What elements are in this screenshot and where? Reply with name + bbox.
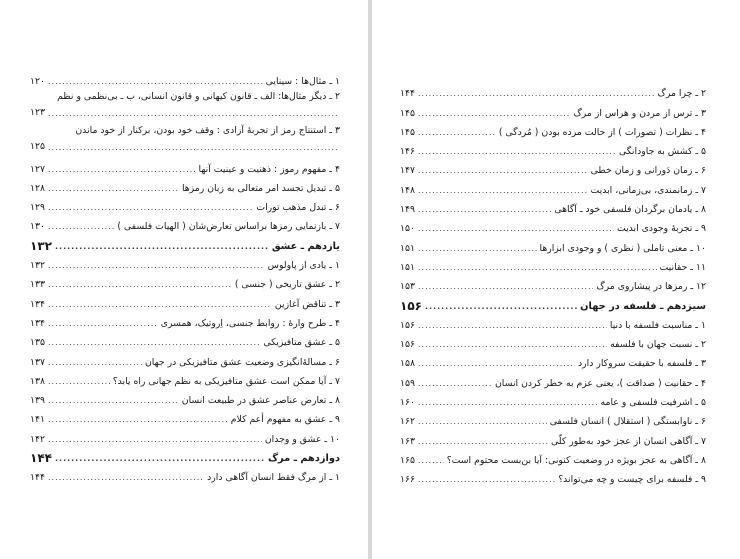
toc-entry [30,123,340,157]
toc-entry-title: ۶ ـ مسالهٔ‌انگیزی وضعیت عشق متافیزیکی در جهان [144,356,340,368]
toc-entry-title: یازدهم ـ عشق [271,240,340,252]
toc-entry [400,410,706,429]
table-of-contents-right [400,82,706,487]
toc-entry-title: ۱۰ ـ معنی تاملی ( نظری ) و وجودی ابزارها [539,242,706,254]
toc-entry-title: ۶ ـ تبدل مذهب تورات [256,202,340,214]
toc-entry [400,140,706,159]
toc-entry [30,215,340,234]
toc-entry [30,408,340,427]
table-of-contents-left [30,70,340,485]
toc-entry-title: ۱ ـ از مرگ فقط انسان آگاهی دارد [207,472,340,484]
toc-dot-leader [48,181,179,196]
toc-page-number: ۱۵۶ [400,319,415,331]
toc-entry-title: ۱ ـ یادی از پاولوس [267,260,340,272]
toc-entry [400,198,706,217]
toc-entry [400,371,706,390]
toc-entry [400,314,706,333]
toc-page-number: ۱۳۳ [30,279,45,291]
toc-dot-leader [48,258,265,273]
toc-dot-leader [48,74,263,89]
toc-entry-title: ۱۲ ـ رمزها در پیشاروی مرگ [596,281,706,293]
toc-entry-title: ۳ ـ استنتاج رمز از تجربهٔ آزادی : وقف خود بودن، برکنار از خود ماندن [75,125,340,137]
toc-entry-title: ۱۱ ـ حقانیت [659,261,706,273]
toc-page-number: ۱۳۲ [30,238,52,253]
toc-page-number: ۱۳۹ [30,395,45,407]
toc-entry-title: ۵ ـ عشق متافیزیکی [263,337,340,349]
toc-dot-leader [418,414,547,429]
toc-dot-leader [418,183,588,198]
toc-entry [400,275,706,294]
toc-page-number: ۱۴۷ [400,165,415,177]
toc-dot-leader [418,260,657,275]
toc-section-heading [400,294,706,313]
toc-dot-leader [48,277,232,292]
toc-dot-leader [425,299,577,314]
toc-entry-title: ۱ ـ مثال‌ها : سینایی [265,76,340,88]
toc-page-number: ۱۴۲ [30,433,45,445]
toc-dot-leader [418,337,607,352]
toc-entry [400,101,706,120]
toc-entry-title: ۹ ـ فلسفه برای چیست و چه می‌تواند؟ [558,474,706,486]
toc-entry-title: ۲ ـ چرا مرگ [657,88,706,100]
toc-entry [30,331,340,350]
toc-entry-title: ۶ ـ زمان دَورانی و زمان خطی [590,165,706,177]
toc-page-number: ۱۵۳ [400,281,415,293]
toc-page-number: ۱۴۶ [400,146,415,158]
toc-entry-title: ۳ ـ فلسفه با حقیقت سروکار دارد [578,358,706,370]
toc-entry-title: ۹ ـ تجربهٔ وجودی ابدیت [616,223,706,235]
toc-page-number: ۱۳۵ [30,337,45,349]
toc-entry [400,217,706,236]
toc-page-number: ۱۵۸ [400,358,415,370]
toc-entry-title: ۹ ـ عشق به مفهوم أعم کلام [230,414,340,426]
toc-section-heading [30,447,340,466]
toc-dot-leader [418,318,607,333]
toc-entry-title: ۵ ـ تبدیل تجسد امر متعالی به زبان رمزها [181,182,340,194]
toc-dot-leader [48,297,272,312]
toc-entry-title: ۲ ـ دیگر مثال‌ها: الف ـ قانون کیهانی و قانون انسانی، ب ـ بی‌نظمی و نظم [57,91,340,103]
toc-dot-leader [418,221,614,236]
toc-entry [400,449,706,468]
toc-entry [30,254,340,273]
right-page [372,0,740,559]
toc-page-number: ۱۳۲ [30,260,45,272]
toc-entry-title: ۸ ـ یادمان برگردان فلسفی خود ـ آگاهی [554,204,706,216]
toc-entry [400,82,706,101]
toc-dot-leader [48,106,337,121]
toc-page-number: ۱۴۵ [400,126,415,138]
toc-dot-leader [418,163,588,178]
toc-entry-title: ۴ ـ طرح وارهٔ : روابط جنسی، اِروتیک، همسری [160,317,340,329]
toc-dot-leader [48,316,158,331]
toc-page-number: ۱۶۳ [400,435,415,447]
toc-page-number: ۱۶۶ [400,474,415,486]
toc-page-number: ۱۶۰ [400,397,415,409]
toc-page-number: ۱۴۸ [400,184,415,196]
toc-page-number: ۱۲۷ [30,163,45,175]
toc-dot-leader [418,434,548,449]
toc-entry-title: ۷ ـ آیا ممکن است عشق متافیزیکی به نظم جهانی راه یابد؟ [112,375,340,387]
toc-entry [30,196,340,215]
toc-entry [400,333,706,352]
toc-page-number: ۱۶۲ [400,416,415,428]
toc-entry [30,177,340,196]
toc-entry-title: ۲ ـ عشق تاریخی ( جنسی ) [234,279,340,291]
toc-dot-leader [418,395,598,410]
toc-entry-title: ۱ ـ مناسبت فلسفه با دنیا [609,319,706,331]
toc-page-number: ۱۵۱ [400,261,415,273]
toc-entry [30,466,340,485]
toc-entry-title: ۴ ـ حقانیت ( صداقت )، یعنی عزم به خطر کردن انسان [494,377,706,389]
toc-page-number: ۱۴۴ [30,451,52,466]
toc-entry [400,391,706,410]
toc-dot-leader [48,335,260,350]
toc-dot-leader [55,451,265,466]
toc-entry-title: سیزدهم ـ فلسفه در جهان [580,300,706,312]
toc-dot-leader [48,393,179,408]
toc-page-number: ۱۴۱ [30,414,45,426]
toc-entry [30,273,340,292]
toc-entry [400,121,706,140]
toc-entry [400,256,706,275]
toc-page-number: ۱۳۷ [30,356,45,368]
toc-dot-leader [48,470,204,485]
toc-entry [400,468,706,487]
toc-entry [400,159,706,178]
toc-dot-leader [418,472,555,487]
toc-dot-leader [55,239,269,254]
toc-page-number: ۱۲۸ [30,182,45,194]
toc-entry [30,292,340,311]
toc-dot-leader [418,453,444,468]
toc-entry [30,370,340,389]
toc-page-number: ۱۵۹ [400,377,415,389]
toc-entry-title: ۳ ـ ترس از مردن و هراس از مرگ [573,107,706,119]
toc-section-heading [30,234,340,253]
toc-entry-title: ۴ ـ نظرات ( تصورات ) از حالت مرده بودن ( مُردگی ) [498,126,706,138]
toc-page-number: ۱۲۹ [30,202,45,214]
toc-dot-leader [48,162,196,177]
toc-dot-leader [418,202,551,217]
toc-entry [30,389,340,408]
toc-entry [400,429,706,448]
toc-entry [30,89,340,123]
toc-dot-leader [48,140,337,155]
toc-entry-title: ۵ ـ اشرفیت فلسفی و عامه [600,397,706,409]
toc-dot-leader [48,412,228,427]
toc-dot-leader [418,279,593,294]
toc-entry-title: ۷ ـ بازنمایی رمزها براساس تعارض‌شان ( الهیات فلسفی ) [117,221,340,233]
toc-dot-leader [48,374,110,389]
toc-page-number: ۱۵۶ [400,298,422,313]
toc-page-number: ۱۳۴ [30,317,45,329]
toc-entry [30,157,340,176]
toc-entry [400,236,706,255]
toc-page-number: ۱۲۵ [30,141,45,153]
toc-page-number: ۱۲۰ [30,76,45,88]
toc-entry [400,178,706,197]
toc-entry-title: دوازدهم ـ مرگ [268,453,340,465]
toc-dot-leader [418,106,570,121]
toc-page-number: ۱۳۸ [30,375,45,387]
toc-page-number: ۱۵۱ [400,242,415,254]
toc-page-number: ۱۵۶ [400,339,415,351]
toc-dot-leader [48,219,114,234]
toc-entry-title: ۷ ـ آگاهی انسان از عجز خود به‌طور کلّی [551,435,706,447]
toc-entry [30,350,340,369]
toc-dot-leader [418,356,575,371]
toc-page-number: ۱۴۴ [30,472,45,484]
toc-entry [400,352,706,371]
toc-entry-title: ۸ ـ تعارض عناصر عشق در طبیعت انسان [181,395,340,407]
toc-page-number: ۱۴۹ [400,204,415,216]
toc-page-number: ۱۴۴ [400,88,415,100]
left-page [0,0,368,559]
toc-dot-leader [48,432,262,447]
toc-dot-leader [418,376,492,391]
toc-dot-leader [48,200,253,215]
toc-page-number: ۱۲۳ [30,107,45,119]
toc-entry-title: ۵ ـ کشش به جاودانگی [619,146,706,158]
toc-entry [30,312,340,331]
toc-page-number: ۱۶۵ [400,454,415,466]
toc-page-number: ۱۵۰ [400,223,415,235]
toc-dot-leader [418,241,537,256]
toc-dot-leader [418,125,496,140]
toc-entry-title: ۱۰ ـ عشق و وجدان [264,433,340,445]
toc-entry-title: ۷ ـ زمانمندی، بی‌زمانی، ابدیت [590,184,706,196]
toc-entry [30,427,340,446]
toc-entry-title: ۴ ـ مفهوم رموز : ذهنیت و عینیت آنها [198,163,340,175]
toc-entry [30,70,340,89]
toc-dot-leader [418,144,616,159]
toc-page-number: ۱۴۵ [400,107,415,119]
toc-dot-leader [418,86,655,101]
toc-entry-title: ۲ ـ نسبت جهان با فلسفه [610,339,706,351]
toc-page-number: ۱۳۴ [30,298,45,310]
toc-dot-leader [48,355,142,370]
toc-entry-title: ۶ ـ ناوابستگی ( استقلال ) انسان فلسفی [549,416,706,428]
toc-page-number: ۱۳۰ [30,221,45,233]
toc-entry-title: ۳ ـ تناقض آغازین [274,298,340,310]
toc-entry-title: ۸ ـ آگاهی به عجز بویژه در وضعیت کنونی: آیا بن‌بست محتوم است؟ [446,454,706,466]
